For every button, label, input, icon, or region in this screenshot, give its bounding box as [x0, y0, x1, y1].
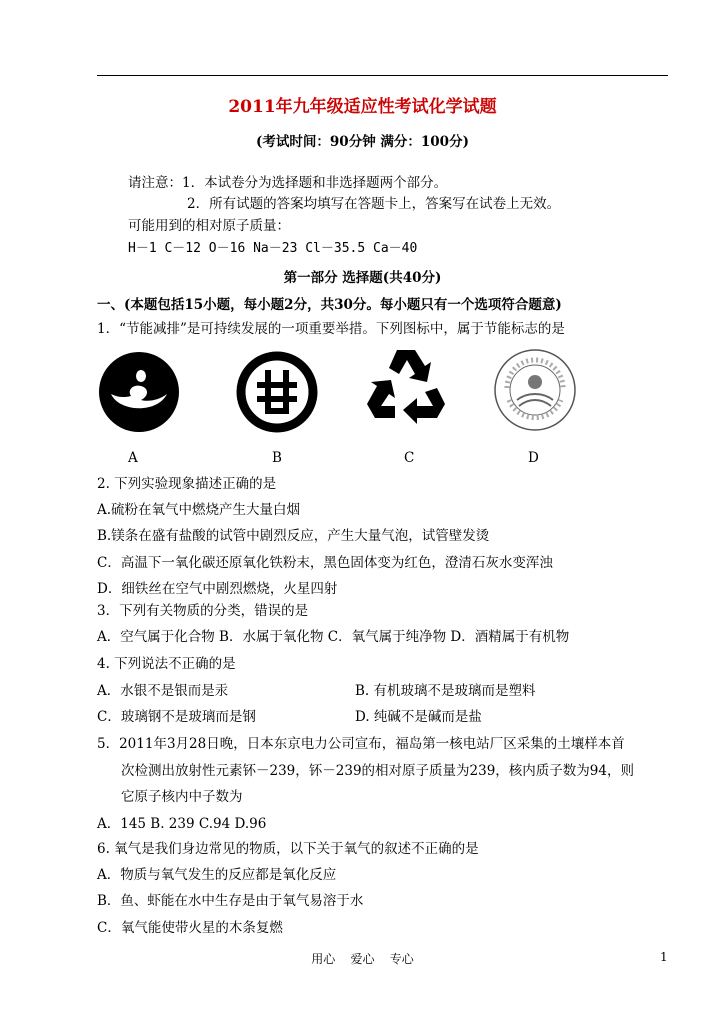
footer-slogan: 用心 爱心 专心 [311, 952, 414, 966]
question-2-stem: 2. 下列实验现象描述正确的是 [97, 476, 277, 492]
question-2-option-a: A.硫粉在氧气中燃烧产生大量白烟 [97, 502, 301, 518]
question-5-line-3: 它原子核内中子数为 [121, 789, 243, 805]
notice-item-1: 请注意：1．本试卷分为选择题和非选择题两个部分。 [128, 175, 448, 191]
question-5-line-1: 5．2011年3月28日晚，日本东京电力公司宣布，福岛第一核电站厂区采集的土壤样本首 [97, 736, 625, 752]
page-number: 1 [660, 950, 668, 964]
part1-heading: 第一部分 选择题(共40分) [283, 270, 442, 286]
atomic-mass-title: 可能用到的相对原子质量： [128, 218, 290, 234]
question-4-option-c: C．玻璃钢不是玻璃而是钢 [97, 709, 256, 725]
choice-label-d: D [528, 450, 539, 466]
page-title: 2011年九年级适应性考试化学试题 [228, 97, 497, 117]
header-rule [97, 75, 668, 76]
question-3-options: A．空气属于化合物 B．水属于氧化物 C．氧气属于纯净物 D．酒精属于有机物 [97, 629, 570, 645]
water-saving-icon [235, 350, 319, 434]
question-2-option-b: B.镁条在盛有盐酸的试管中剧烈反应，产生大量气泡，试管壁发烫 [97, 528, 490, 544]
question-4-stem: 4. 下列说法不正确的是 [97, 656, 236, 672]
notice-item-2: 2．所有试题的答案均填写在答题卡上，答案写在试卷上无效。 [187, 196, 561, 212]
choice-label-b: B [272, 450, 282, 466]
question-6-option-c: C．氧气能使带火星的木条复燃 [97, 920, 283, 936]
question-4-option-b: B. 有机玻璃不是玻璃而是塑料 [355, 683, 536, 699]
choice-label-a: A [128, 450, 138, 466]
energy-saving-icon [97, 350, 181, 434]
question-2-option-d: D．细铁丝在空气中剧烈燃烧，火星四射 [97, 581, 338, 597]
question-4-option-d: D. 纯碱不是碱而是盐 [355, 709, 482, 725]
question-5-line-2: 次检测出放射性元素钚－239，钚－239的相对原子质量为239，核内质子数为94，则 [121, 763, 634, 779]
question-2-option-c: C．高温下一氧化碳还原氧化铁粉末，黑色固体变为红色，澄清石灰水变浑浊 [97, 555, 553, 571]
question-4-option-a: A．水银不是银而是汞 [97, 683, 229, 699]
environmental-label-icon [493, 348, 577, 432]
question-6-option-b: B．鱼、虾能在水中生存是由于氧气易溶于水 [97, 893, 364, 909]
question-6-option-a: A．物质与氧气发生的反应都是氧化反应 [97, 867, 337, 883]
question-1-stem: 1．“节能减排”是可持续发展的一项重要举措。下列图标中，属于节能标志的是 [97, 321, 565, 337]
atomic-mass-values: H－1 C－12 O－16 Na－23 Cl－35.5 Ca－40 [128, 241, 418, 256]
question-6-stem: 6. 氧气是我们身边常见的物质，以下关于氧气的叙述不正确的是 [97, 841, 479, 857]
choice-label-c: C [404, 450, 415, 466]
exam-info: (考试时间：90分钟 满分：100分) [256, 134, 469, 150]
recycle-icon [365, 344, 447, 426]
section-instructions: 一、(本题包括15小题，每小题2分，共30分。每小题只有一个选项符合题意) [97, 297, 562, 313]
question-3-stem: 3．下列有关物质的分类，错误的是 [97, 603, 309, 619]
question-5-options: A．145 B. 239 C.94 D.96 [97, 816, 267, 832]
